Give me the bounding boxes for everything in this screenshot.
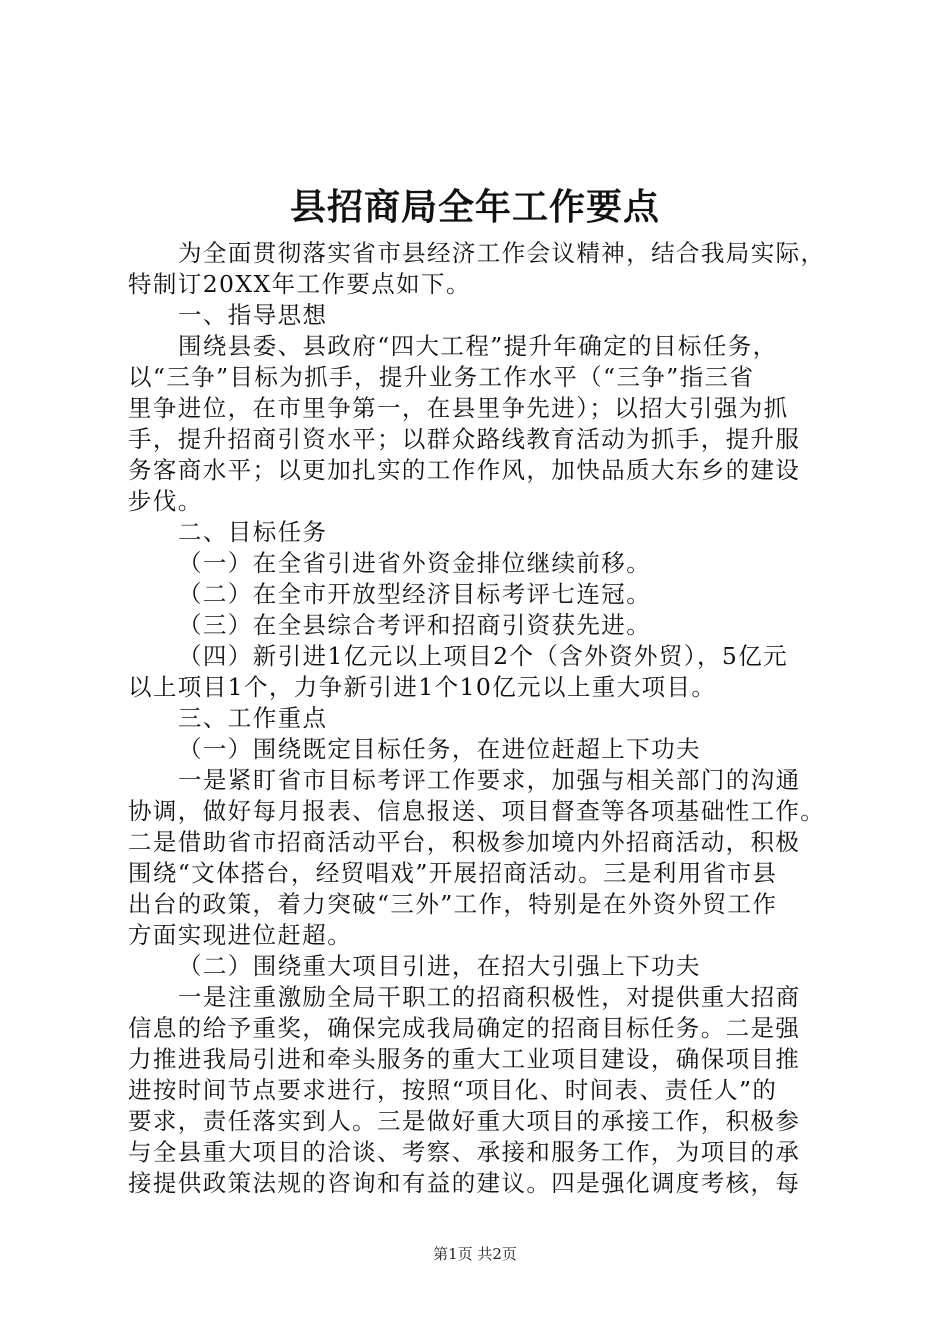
- body-line: 步伐。: [128, 487, 203, 515]
- list-item: （二）在全市开放型经济目标考评七连冠。: [178, 580, 652, 608]
- body-line: 进按时间节点要求进行，按照“项目化、时间表、责任人”的: [128, 1076, 778, 1104]
- body-line: 接提供政策法规的咨询和有益的建议。四是强化调度考核，每: [128, 1169, 801, 1197]
- body-line: 特制订20XX年工作要点如下。: [128, 270, 471, 298]
- body-line: 以“三争”目标为抓手，提升业务工作水平（“三争”指三省: [128, 363, 755, 391]
- body-line: 力推进我局引进和牵头服务的重大工业项目建设，确保项目推: [128, 1045, 801, 1073]
- body-line: 手，提升招商引资水平；以群众路线教育活动为抓手，提升服: [128, 425, 801, 453]
- list-item: （三）在全县综合考评和招商引资获先进。: [178, 611, 652, 639]
- body-line: 方面实现进位赶超。: [128, 921, 353, 949]
- body-line: 一是紧盯省市目标考评工作要求，加强与相关部门的沟通: [178, 766, 801, 794]
- body-line: 围绕“文体搭台，经贸唱戏”开展招商活动。三是利用省市县: [128, 859, 778, 887]
- body-line: 要求，责任落实到人。三是做好重大项目的承接工作，积极参: [128, 1107, 801, 1135]
- body-line: 信息的给予重奖，确保完成我局确定的招商目标任务。二是强: [128, 1014, 801, 1042]
- body-line: 与全县重大项目的洽谈、考察、承接和服务工作，为项目的承: [128, 1138, 801, 1166]
- subsection-heading: （二）围绕重大项目引进，在招大引强上下功夫: [178, 952, 701, 980]
- body-line: 协调，做好每月报表、信息报送、项目督查等各项基础性工作。: [128, 797, 826, 825]
- list-item: （一）在全省引进省外资金排位继续前移。: [178, 549, 652, 577]
- body-line: 一是注重激励全局干职工的招商积极性，对提供重大招商: [178, 983, 801, 1011]
- body-line: 二是借助省市招商活动平台，积极参加境内外招商活动，积极: [128, 828, 801, 856]
- document-title: 县招商局全年工作要点: [289, 186, 660, 228]
- section-heading: 一、指导思想: [178, 301, 328, 329]
- body-line: 围绕县委、县政府“四大工程”提升年确定的目标任务，: [178, 332, 778, 360]
- subsection-heading: （一）围绕既定目标任务，在进位赶超上下功夫: [178, 735, 701, 763]
- list-item: （四）新引进1亿元以上项目2个（含外资外贸），5亿元: [178, 642, 789, 670]
- body-line: 以上项目1个，力争新引进1个10亿元以上重大项目。: [128, 673, 717, 701]
- body-line: 为全面贯彻落实省市县经济工作会议精神，结合我局实际，: [178, 239, 826, 267]
- section-heading: 二、目标任务: [178, 518, 328, 546]
- page-footer: 第1页 共2页: [433, 1245, 517, 1263]
- body-line: 出台的政策，着力突破“三外”工作，特别是在外资外贸工作: [128, 890, 778, 918]
- section-heading: 三、工作重点: [178, 704, 328, 732]
- body-line: 里争进位，在市里争第一，在县里争先进）；以招大引强为抓: [128, 394, 789, 422]
- document-body: [128, 238, 835, 1199]
- body-line: 务客商水平；以更加扎实的工作作风，加快品质大东乡的建设: [128, 456, 801, 484]
